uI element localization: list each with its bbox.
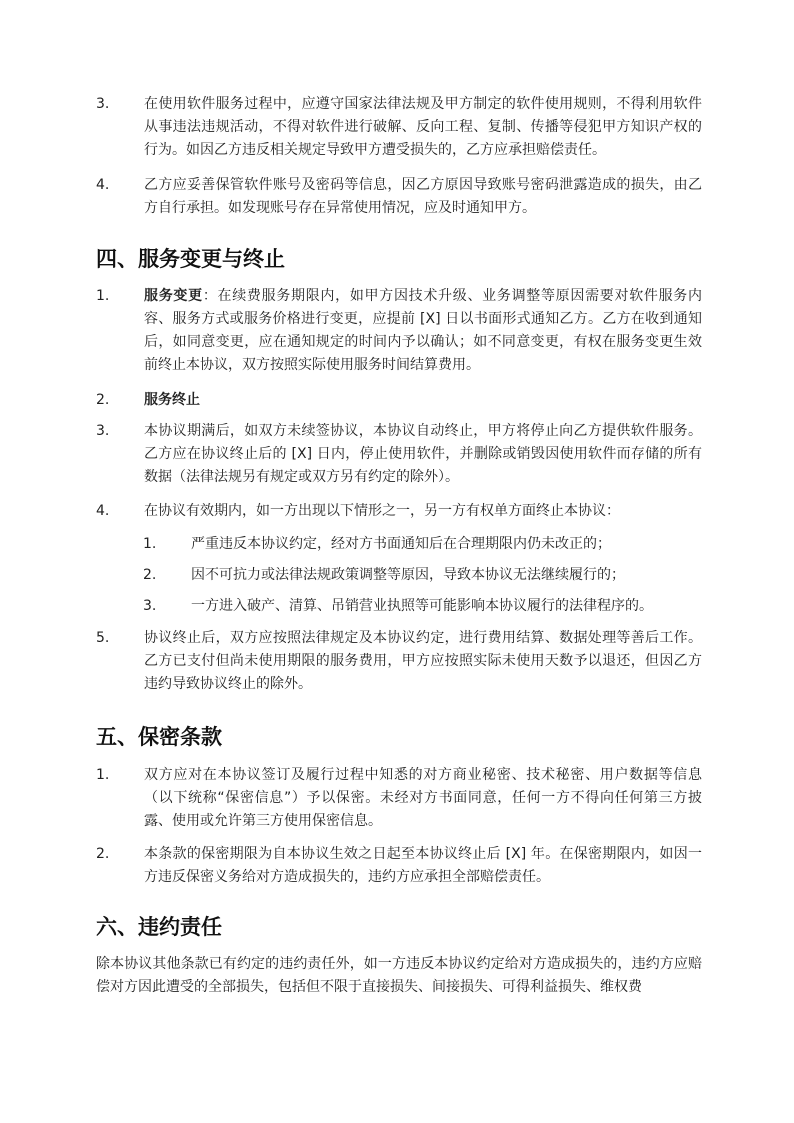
clause-4-4 xyxy=(96,500,702,523)
subclause-4-4-2 xyxy=(143,564,702,587)
clause-text xyxy=(144,285,702,377)
clause-text: 在使用软件服务过程中，应遵守国家法律法规及甲方制定的软件使用规则，不得利用软件从事违法违规活动，不得对软件进行破解、反向工程、复制、传播等侵犯甲方知识产权的行为。如因乙方违反相关规定导致甲方遭受损失的，乙方应承担赔偿责任。 xyxy=(144,96,702,158)
clause-text: 因不可抗力或法律法规政策调整等原因，导致本协议无法继续履行的； xyxy=(191,567,625,583)
subclause-4-4-1 xyxy=(143,533,702,556)
clause-number: 2. xyxy=(96,392,110,408)
clause-number: 2. xyxy=(96,846,110,862)
clause-5-1 xyxy=(96,764,702,833)
clause-4-1 xyxy=(96,285,702,377)
clause-text: 双方应对在本协议签订及履行过程中知悉的对方商业秘密、技术秘密、用户数据等信息（以下统称“保密信息”）予以保密。未经对方书面同意，任何一方不得向任何第三方披露、使用或允许第三方使用保密信息。 xyxy=(144,767,702,829)
section-5-title: 五、保密条款 xyxy=(96,725,222,749)
section-6-title: 六、违约责任 xyxy=(96,915,222,939)
clause-body: ：在续费服务期限内，如甲方因技术升级、业务调整等原因需要对软件服务内容、服务方式或服务价格进行变更，应提前 [X] 日以书面形式通知乙方。乙方在收到通知后，如同意变更，应在通知规定的时间内予以确认；如不同意变更，有权在服务变更生效前终止本协议，双方按照实际使用服务时间结算费用。 xyxy=(144,288,702,373)
clause-3-3 xyxy=(96,93,702,162)
clause-text: 在协议有效期内，如一方出现以下情形之一，另一方有权单方面终止本协议： xyxy=(144,503,620,519)
clause-text: 协议终止后，双方应按照法律规定及本协议约定，进行费用结算、数据处理等善后工作。乙方已支付但尚未使用期限的服务费用，甲方应按照实际未使用天数予以退还，但因乙方违约导致协议终止的除外。 xyxy=(144,630,702,692)
clause-4-2 xyxy=(96,389,702,412)
clause-number: 1. xyxy=(96,288,110,304)
clause-number: 4. xyxy=(96,177,110,193)
clause-number: 4. xyxy=(96,503,110,519)
clause-3-4 xyxy=(96,174,702,220)
clause-number: 1. xyxy=(96,767,110,783)
clause-number: 3. xyxy=(143,598,157,614)
clause-number: 2. xyxy=(143,567,157,583)
clause-label: 服务终止 xyxy=(144,392,200,408)
clause-text: 严重违反本协议约定，经对方书面通知后在合理期限内仍未改正的； xyxy=(191,536,611,552)
clause-text: 乙方应妥善保管软件账号及密码等信息，因乙方原因导致账号密码泄露造成的损失，由乙方自行承担。如发现账号存在异常使用情况，应及时通知甲方。 xyxy=(144,177,702,216)
section-6-paragraph: 除本协议其他条款已有约定的违约责任外，如一方违反本协议约定给对方造成损失的，违约方应赔偿对方因此遭受的全部损失，包括但不限于直接损失、间接损失、可得利益损失、维权费 xyxy=(96,956,702,995)
clause-4-5 xyxy=(96,627,702,696)
clause-4-3 xyxy=(96,420,702,489)
clause-number: 3. xyxy=(96,423,110,439)
clause-text: 本协议期满后，如双方未续签协议，本协议自动终止，甲方将停止向乙方提供软件服务。乙方应在协议终止后的 [X] 日内，停止使用软件，并删除或销毁因使用软件而存储的所有数据（法律法规另有规定或双方另有约定的除外）。 xyxy=(144,423,702,485)
clause-number: 5. xyxy=(96,630,110,646)
clause-number: 1. xyxy=(143,536,157,552)
section-4-title: 四、服务变更与终止 xyxy=(96,247,285,271)
clause-text: 一方进入破产、清算、吊销营业执照等可能影响本协议履行的法律程序的。 xyxy=(191,598,653,614)
clause-label: 服务变更 xyxy=(144,288,203,304)
clause-number: 3. xyxy=(96,96,110,112)
clause-text: 本条款的保密期限为自本协议生效之日起至本协议终止后 [X] 年。在保密期限内，如因一方违反保密义务给对方造成损失的，违约方应承担全部赔偿责任。 xyxy=(144,846,702,885)
clause-5-2 xyxy=(96,843,702,889)
subclause-4-4-3 xyxy=(143,595,702,618)
